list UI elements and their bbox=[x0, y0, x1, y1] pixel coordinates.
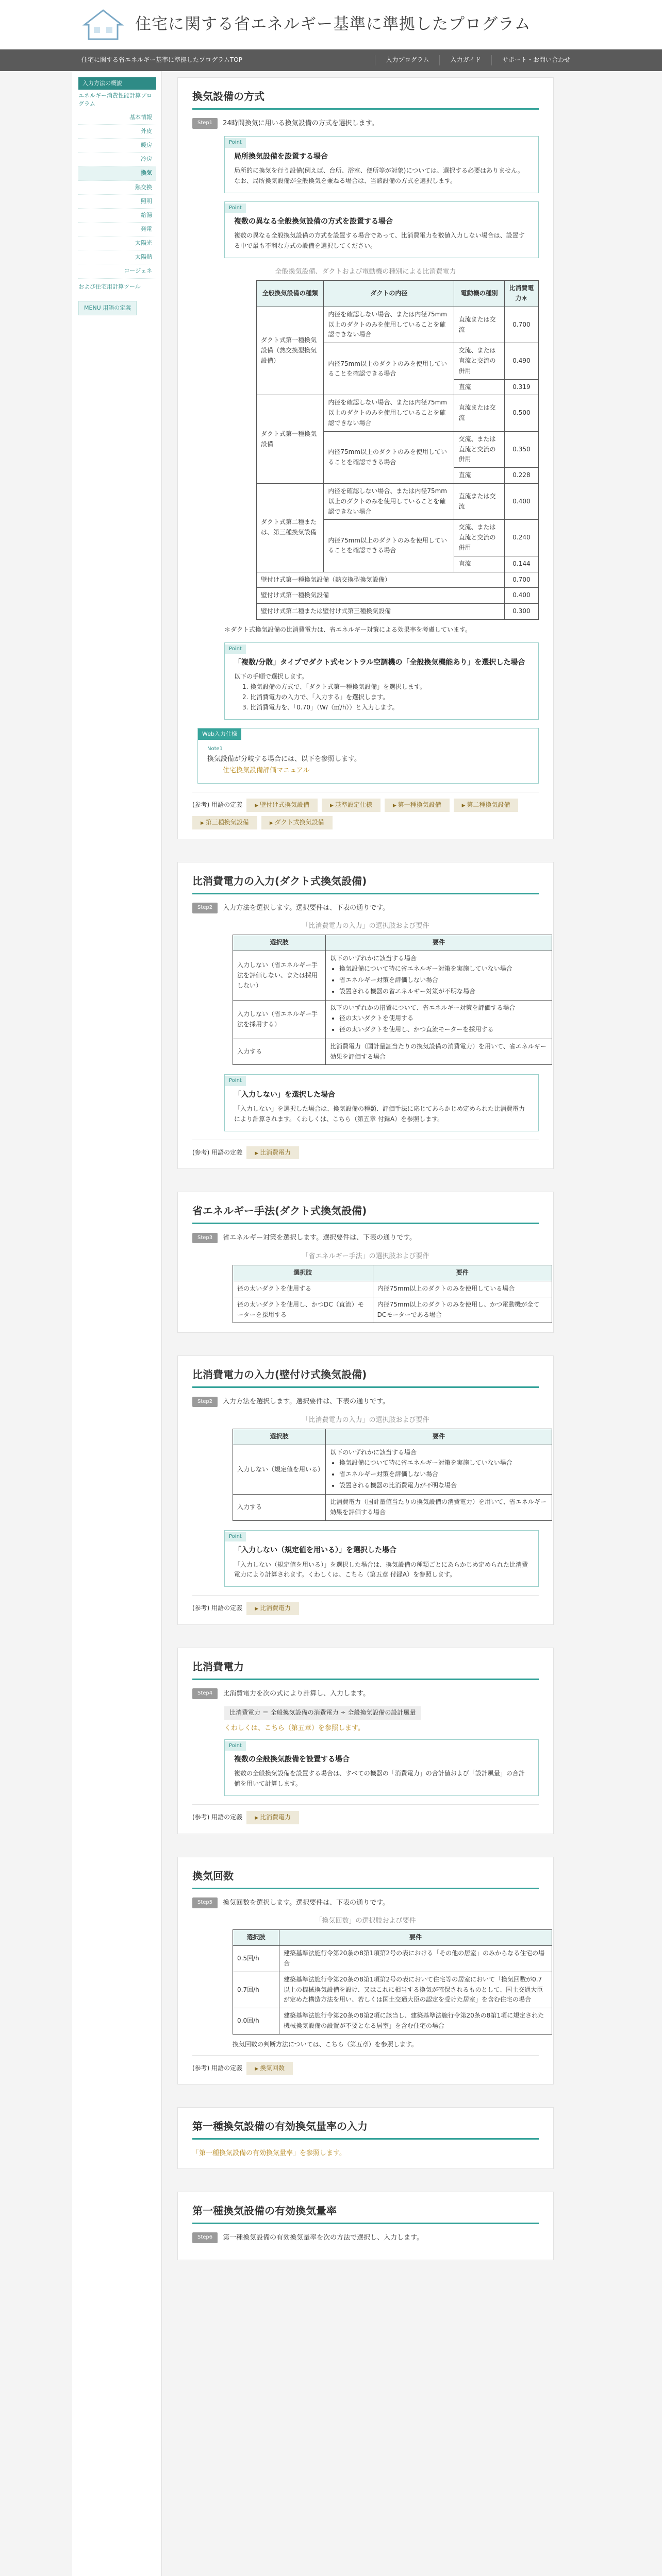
table-cell: 0.228 bbox=[504, 468, 538, 484]
table-row bbox=[233, 1495, 552, 1521]
list-item: • 省エネルギー対策を評価しない場合 bbox=[339, 1469, 548, 1480]
table-cell: 入力する bbox=[233, 1039, 326, 1065]
main-content bbox=[162, 71, 554, 2576]
table-cell: 壁付け式第二種または壁付け式第三種換気設備 bbox=[257, 604, 505, 620]
air-change-table bbox=[233, 1929, 552, 2034]
table-cell: 建築基準法施行令第20条の8第1項第2号の表における「その他の居室」のみからなる住宅の場合 bbox=[279, 1946, 552, 1972]
step-row bbox=[192, 1897, 539, 1908]
col-header: 要件 bbox=[326, 1429, 552, 1445]
sidebar bbox=[72, 71, 162, 2576]
cell-text: 以下のいずれかに該当する場合 bbox=[330, 1449, 417, 1456]
step-badge: Step6 bbox=[192, 2232, 218, 2243]
table-caption: 「換気回数」の選択肢および要件 bbox=[315, 1917, 416, 1925]
sidebar-item-envelope[interactable]: 外皮 bbox=[78, 125, 156, 139]
sidebar-item-basic[interactable]: 基本情報 bbox=[78, 111, 156, 125]
step-badge: Step2 bbox=[192, 903, 218, 913]
table-cell: ダクト式第一種換気設備（熱交換型換気設備） bbox=[257, 307, 324, 395]
table-row bbox=[257, 588, 539, 604]
web-input-box bbox=[197, 728, 539, 784]
point-note bbox=[224, 201, 539, 258]
glossary-refs bbox=[192, 1140, 539, 1160]
table-cell: 交流、または直流と交流の併用 bbox=[454, 520, 504, 556]
table-cell bbox=[326, 1445, 552, 1495]
list-item: • 省エネルギー対策を評価しない場合 bbox=[339, 975, 548, 986]
table-cell: 0.0回/h bbox=[233, 2008, 279, 2035]
manual-link[interactable]: 住宅換気設備評価マニュアル bbox=[223, 766, 310, 774]
ref-label: (参考) 用語の定義 bbox=[192, 1148, 243, 1156]
section-title: 換気設備の方式 bbox=[192, 88, 539, 110]
sidebar-item-hot-water[interactable]: 給湯 bbox=[78, 209, 156, 223]
footnote: ＊ダクト式換気設備の比消費電力は、省エネルギー対策による効果率を考慮しています。 bbox=[224, 625, 472, 633]
table-cell: 壁付け式第一種換気設備 bbox=[257, 588, 505, 604]
ref-pill[interactable]: ▶ 換気回数 bbox=[246, 2062, 293, 2075]
col-header: 要件 bbox=[279, 1930, 552, 1946]
table-row bbox=[257, 484, 539, 520]
step-text: 省エネルギー対策を選択します。選択要件は、下表の通りです。 bbox=[223, 1234, 417, 1242]
table-caption: 「比消費電力の入力」の選択肢および要件 bbox=[302, 922, 429, 930]
note-tag: Note1 bbox=[207, 745, 223, 752]
glossary-refs bbox=[192, 1804, 539, 1824]
choice-table bbox=[233, 1429, 552, 1521]
sidebar-item-heating[interactable]: 暖房 bbox=[78, 139, 156, 152]
table-row bbox=[233, 2008, 552, 2035]
point-note bbox=[224, 136, 539, 193]
sidebar-item-heat-exchange[interactable]: 熱交換 bbox=[78, 181, 156, 195]
col-header: 要件 bbox=[373, 1265, 552, 1281]
point-note bbox=[224, 1739, 539, 1796]
table-cell: 0.400 bbox=[504, 588, 538, 604]
ref-pill[interactable]: ▶ 第一種換気設備 bbox=[385, 799, 450, 812]
table-cell: 比消費電力（国計量証当たりの換気設備の消費電力）を用いて、省エネルギー効果を評価する場合 bbox=[326, 1039, 552, 1065]
section-title: 換気回数 bbox=[192, 1868, 539, 1889]
sidebar-glossary-button[interactable]: MENU 用語の定義 bbox=[78, 301, 137, 315]
list-item: • 径の太いダクトを使用する bbox=[339, 1013, 548, 1024]
section-title: 省エネルギー手法(ダクト式換気設備) bbox=[192, 1202, 539, 1224]
glossary-refs bbox=[192, 2055, 539, 2075]
glossary-refs bbox=[192, 792, 539, 829]
method-table bbox=[233, 1265, 552, 1323]
table-caption: 「比消費電力の入力」の選択肢および要件 bbox=[302, 1416, 429, 1424]
table-cell: 直流または交流 bbox=[454, 484, 504, 520]
table-cell: 建築基準法施行令第20条の8第1項第2号の表において住宅等の居室において「換気回数が0.7以上の機械換気設備を設け、又はこれに相当する換気が確保されるものとして、国土交通大臣が定めた構造方法を用い、若しくは国土交通大臣の認定を受けた居室」を含む住宅の場合 bbox=[279, 1972, 552, 2008]
step-badge: Step3 bbox=[192, 1233, 218, 1244]
table-row bbox=[257, 307, 539, 343]
point-note bbox=[224, 642, 539, 720]
step-text: 第一種換気設備の有効換気量率を次の方法で選択し、入力します。 bbox=[223, 2233, 424, 2242]
sidebar-item-ventilation[interactable]: 換気 bbox=[78, 166, 156, 180]
table-row bbox=[233, 1039, 552, 1065]
table-cell: 0.700 bbox=[504, 307, 538, 343]
note-intro: 以下の手順で選択します。 bbox=[234, 673, 308, 681]
table-row bbox=[257, 572, 539, 588]
step-row bbox=[192, 118, 539, 129]
col-header: 選択肢 bbox=[233, 1930, 279, 1946]
sidebar-item-solar-pv[interactable]: 太陽光 bbox=[78, 236, 156, 250]
choice-table bbox=[233, 935, 552, 1065]
table-cell: 壁付け式第一種換気設備（熱交換型換気設備） bbox=[257, 572, 505, 588]
breadcrumb[interactable]: 住宅に関する省エネルギー基準に準拠したプログラムTOP bbox=[81, 56, 242, 64]
table-cell bbox=[326, 1001, 552, 1039]
note-title: 複数の異なる全般換気設備の方式を設置する場合 bbox=[234, 217, 393, 226]
point-tag: Point bbox=[225, 645, 246, 654]
table-row bbox=[233, 1972, 552, 2008]
table-cell: 交流、または直流と交流の併用 bbox=[454, 431, 504, 467]
ref-label: (参考) 用語の定義 bbox=[192, 1813, 243, 1821]
table-cell: 入力しない（省エネルギー手法を採用する） bbox=[233, 1001, 326, 1039]
step-row bbox=[192, 1688, 539, 1699]
table-caption: 「省エネルギー手法」の選択肢および要件 bbox=[302, 1252, 429, 1260]
table-cell: 直流 bbox=[454, 468, 504, 484]
col-header: 全般換気設備の種類 bbox=[257, 281, 324, 307]
col-header: 電動機の種別 bbox=[454, 281, 504, 307]
table-cell: 内径75mm以上のダクトのみを使用していることを確認できる場合 bbox=[324, 343, 454, 395]
step-badge: Step1 bbox=[192, 118, 218, 129]
section-specific-power bbox=[177, 1648, 554, 1834]
note-step: 1. 換気設備の方式で、「ダクト式第一種換気設備」を選択します。 bbox=[242, 683, 426, 691]
table-cell: 入力する bbox=[233, 1495, 326, 1521]
step-text: 入力方法を選択します。選択要件は、下表の通りです。 bbox=[223, 904, 390, 912]
detail-text: 換気回数の判断方法については、こちら（第五章）を参照します。 bbox=[233, 2040, 418, 2048]
note-text: 局所的に換気を行う設備(例えば、台所、浴室、便所等が対象)については、選択する必要はありません。なお、局所換気設備が全般換気を兼ねる場合は、当該設備の方式を選択します。 bbox=[234, 167, 524, 184]
step-text: 換気回数を選択します。選択要件は、下表の通りです。 bbox=[223, 1899, 390, 1907]
table-cell: 0.500 bbox=[504, 395, 538, 431]
point-tag: Point bbox=[225, 1741, 246, 1751]
note-title: 複数の全般換気設備を設置する場合 bbox=[234, 1755, 350, 1764]
table-cell: 内径を確認しない場合、または内径75mm以上のダクトのみを使用していることを確認できない場合 bbox=[324, 484, 454, 520]
section-title: 比消費電力の入力(壁付け式換気設備) bbox=[192, 1366, 539, 1388]
glossary-refs bbox=[192, 1595, 539, 1615]
table-cell: 比消費電力（国計量値当たりの換気設備の消費電力）を用いて、省エネルギー効果を評価する場合 bbox=[326, 1495, 552, 1521]
note-title: 「入力しない（規定値を用いる）」を選択した場合 bbox=[234, 1546, 396, 1555]
table-cell: 内径を確認しない場合、または内径75mm以上のダクトのみを使用していることを確認できない場合 bbox=[324, 307, 454, 343]
note-title: 「複数/分散」タイプでダクト式セントラル空調機の「全般換気機能あり」を選択した場合 bbox=[234, 658, 525, 667]
table-cell: 0.319 bbox=[504, 379, 538, 395]
col-header: 比消費電力＊ bbox=[504, 281, 538, 307]
table-cell: 0.400 bbox=[504, 484, 538, 520]
note-text: 複数の異なる全般換気設備の方式を設置する場合であって、比消費電力を数値入力しない場合は、設置する中で最も不利な方式の設備を選択してください。 bbox=[234, 232, 525, 250]
note-text: 複数の全般換気設備を設置する場合は、すべての機器の「消費電力」の合計値および「設計風量」の合計値を用いて計算します。 bbox=[234, 1770, 525, 1787]
list-item: • 設置される機器の省エネルギー対策が不明な場合 bbox=[339, 987, 548, 997]
table-caption: 全般換気設備、ダクトおよび電動機の種別による比消費電力 bbox=[275, 267, 456, 276]
table-cell: 直流 bbox=[454, 379, 504, 395]
section-duct-power bbox=[177, 862, 554, 1170]
table-cell: 内径75mm以上のダクトのみを使用していることを確認できる場合 bbox=[324, 520, 454, 572]
note-title: 局所換気設備を設置する場合 bbox=[234, 152, 328, 161]
col-header: 要件 bbox=[326, 935, 552, 951]
section-link[interactable]: 「第一種換気設備の有効換気量率」を参照します。 bbox=[192, 2149, 346, 2158]
note-step: 3. 比消費電力を、「0.70」（W/（㎥/h））と入力します。 bbox=[242, 703, 399, 711]
table-cell: ダクト式第二種または、第三種換気設備 bbox=[257, 484, 324, 572]
step-row bbox=[192, 903, 539, 913]
top-navigation bbox=[0, 49, 662, 71]
table-cell: 内径75mm以上のダクトのみを使用していることを確認できる場合 bbox=[324, 431, 454, 483]
ref-pill[interactable]: ▶ 比消費電力 bbox=[246, 1602, 299, 1615]
table-cell: 0.5回/h bbox=[233, 1946, 279, 1972]
list-item: • 径の太いダクトを使用し、かつ直流モーターを採用する bbox=[339, 1025, 548, 1035]
ref-pill[interactable]: ▶ ダクト式換気設備 bbox=[261, 816, 333, 829]
list-item: • 設置される機器の比消費電力が不明な場合 bbox=[339, 1481, 548, 1491]
ref-pill[interactable]: ▶ 比消費電力 bbox=[246, 1146, 299, 1160]
list-item: • 換気設備について特に省エネルギー対策を実施していない場合 bbox=[339, 964, 548, 974]
section-type1-rate bbox=[177, 2192, 554, 2260]
table-row bbox=[233, 1297, 552, 1323]
section-duct-method bbox=[177, 1192, 554, 1333]
sidebar-tool-link[interactable]: および住宅用計算ツール bbox=[78, 283, 141, 290]
table-cell: 直流 bbox=[454, 556, 504, 572]
house-logo-icon[interactable] bbox=[82, 8, 124, 41]
section-type1-input bbox=[177, 2107, 554, 2168]
step-row bbox=[192, 2232, 539, 2243]
note-text: 「入力しない（規定値を用いる）」を選択した場合は、換気設備の種類ごとにあらかじめ定められた比消費電力により計算されます。くわしくは、こちら（第五章 付録A）を参照します。 bbox=[234, 1561, 528, 1579]
step-text: 24時間換気に用いる換気設備の方式を選択します。 bbox=[223, 120, 378, 127]
nav-support[interactable]: サポート・お問い合わせ bbox=[491, 55, 581, 65]
detail-link[interactable]: くわしくは、こちら（第五章）を参照します。 bbox=[224, 1724, 365, 1733]
section-title: 比消費電力の入力(ダクト式換気設備) bbox=[192, 873, 539, 894]
note-text: 換気設備が分岐する場合には、以下を参照します。 bbox=[207, 755, 361, 764]
ref-pill[interactable]: ▶ 比消費電力 bbox=[246, 1811, 299, 1824]
col-header: ダクトの内径 bbox=[324, 281, 454, 307]
col-header: 選択肢 bbox=[233, 1265, 373, 1281]
cell-text: 以下のいずれかの措置について、省エネルギー対策を評価する場合 bbox=[330, 1004, 516, 1012]
table-cell: 内径75mm以上のダクトのみを使用している場合 bbox=[373, 1281, 552, 1297]
site-header bbox=[0, 0, 662, 49]
section-ventilation-type bbox=[177, 77, 554, 839]
table-cell: 入力しない（省エネルギー手法を評価しない、または採用しない） bbox=[233, 951, 326, 1001]
table-cell: 径の太いダクトを使用し、かつDC（直流）モーターを採用する bbox=[233, 1297, 373, 1323]
table-row bbox=[233, 1445, 552, 1495]
table-row bbox=[257, 395, 539, 431]
table-row bbox=[233, 1946, 552, 1972]
table-cell: 0.700 bbox=[504, 572, 538, 588]
section-wall-power bbox=[177, 1355, 554, 1624]
table-cell: 0.490 bbox=[504, 343, 538, 379]
table-cell: 内径を確認しない場合、または内径75mm以上のダクトのみを使用していることを確認できない場合 bbox=[324, 395, 454, 431]
table-cell: 径の太いダクトを使用する bbox=[233, 1281, 373, 1297]
site-title: 住宅に関する省エネルギー基準に準拠したプログラム bbox=[135, 14, 531, 33]
table-cell: 0.240 bbox=[504, 520, 538, 556]
note-step: 2. 比消費電力の入力で、「入力する」を選択します。 bbox=[242, 693, 389, 701]
table-cell: 交流、または直流と交流の併用 bbox=[454, 343, 504, 379]
nav-input-program[interactable]: 入力プログラム bbox=[375, 55, 439, 65]
formula: 比消費電力 ＝ 全般換気設備の消費電力 ÷ 全般換気設備の設計風量 bbox=[224, 1706, 421, 1720]
step-badge: Step4 bbox=[192, 1688, 218, 1699]
sidebar-item-generation[interactable]: 発電 bbox=[78, 223, 156, 236]
table-cell: 内径75mm以上のダクトのみを使用し、かつ電動機が全てDCモーターである場合 bbox=[373, 1297, 552, 1323]
section-title: 第一種換気設備の有効換気量率 bbox=[192, 2202, 539, 2224]
table-row bbox=[257, 604, 539, 620]
sidebar-heading[interactable]: 入力方法の概説 bbox=[78, 77, 156, 90]
table-row bbox=[233, 951, 552, 1001]
step-text: 入力方法を選択します。選択要件は、下表の通りです。 bbox=[223, 1398, 390, 1406]
ref-label: (参考) 用語の定義 bbox=[192, 1604, 243, 1612]
list-item: • 換気設備について特に省エネルギー対策を実施していない場合 bbox=[339, 1458, 548, 1468]
table-cell: ダクト式第一種換気設備 bbox=[257, 395, 324, 484]
table-cell: 0.7回/h bbox=[233, 1972, 279, 2008]
table-cell: 直流または交流 bbox=[454, 395, 504, 431]
sidebar-item-solar-thermal[interactable]: 太陽熱 bbox=[78, 250, 156, 264]
nav-input-guide[interactable]: 入力ガイド bbox=[439, 55, 491, 65]
col-header: 選択肢 bbox=[233, 1429, 326, 1445]
table-cell: 建築基準法施行令第20条の8第2項に該当し、建築基準法施行令第20条の8第1項に規定された機械換気設備の設置が不要となる居室」を含む住宅の場合 bbox=[279, 2008, 552, 2035]
sidebar-item-lighting[interactable]: 照明 bbox=[78, 195, 156, 209]
table-cell: 0.350 bbox=[504, 431, 538, 467]
point-note bbox=[224, 1074, 539, 1131]
step-text: 比消費電力を次の式により計算し、入力します。 bbox=[223, 1689, 370, 1698]
point-tag: Point bbox=[225, 204, 246, 213]
ref-label: (参考) 用語の定義 bbox=[192, 2064, 243, 2072]
note-text: 「入力しない」を選択した場合は、換気設備の種類、評価手法に応じてあらかじめ定められた比消費電力により計算されます。くわしくは、こちら（第五章 付録A）を参照します。 bbox=[234, 1105, 525, 1123]
ref-pill[interactable]: ▶ 第二種換気設備 bbox=[454, 799, 519, 812]
web-input-head: Web入力仕様 bbox=[198, 728, 241, 740]
section-title: 第一種換気設備の有効換気量率の入力 bbox=[192, 2118, 539, 2140]
step-badge: Step5 bbox=[192, 1897, 218, 1908]
sidebar-program-link[interactable]: エネルギー消費性能計算プログラム bbox=[78, 92, 152, 107]
table-row bbox=[233, 1281, 552, 1297]
step-badge: Step2 bbox=[192, 1397, 218, 1408]
table-cell: 入力しない（規定値を用いる） bbox=[233, 1445, 326, 1495]
formula-block bbox=[224, 1706, 539, 1734]
section-title: 比消費電力 bbox=[192, 1658, 539, 1680]
section-air-change bbox=[177, 1857, 554, 2085]
step-row bbox=[192, 1396, 539, 1407]
ref-pill[interactable]: ▶ 第三種換気設備 bbox=[192, 816, 257, 829]
table-cell bbox=[326, 951, 552, 1001]
note-title: 「入力しない」を選択した場合 bbox=[234, 1090, 335, 1099]
sidebar-item-cooling[interactable]: 冷房 bbox=[78, 152, 156, 166]
sidebar-item-cogeneration[interactable]: コージェネ bbox=[78, 264, 156, 278]
table-row bbox=[233, 1001, 552, 1039]
table-cell: 0.300 bbox=[504, 604, 538, 620]
table-cell: 0.144 bbox=[504, 556, 538, 572]
point-tag: Point bbox=[225, 1532, 246, 1542]
col-header: 選択肢 bbox=[233, 935, 326, 951]
table-cell: 直流または交流 bbox=[454, 307, 504, 343]
ref-label: (参考) 用語の定義 bbox=[192, 801, 243, 808]
ref-pill[interactable]: ▶ 基準設定仕様 bbox=[322, 799, 380, 812]
cell-text: 以下のいずれかに該当する場合 bbox=[330, 955, 417, 962]
power-table bbox=[256, 280, 539, 620]
ref-pill[interactable]: ▶ 壁付け式換気設備 bbox=[246, 799, 318, 812]
step-row bbox=[192, 1232, 539, 1243]
point-note bbox=[224, 1530, 539, 1587]
point-tag: Point bbox=[225, 1076, 246, 1086]
point-tag: Point bbox=[225, 138, 246, 148]
